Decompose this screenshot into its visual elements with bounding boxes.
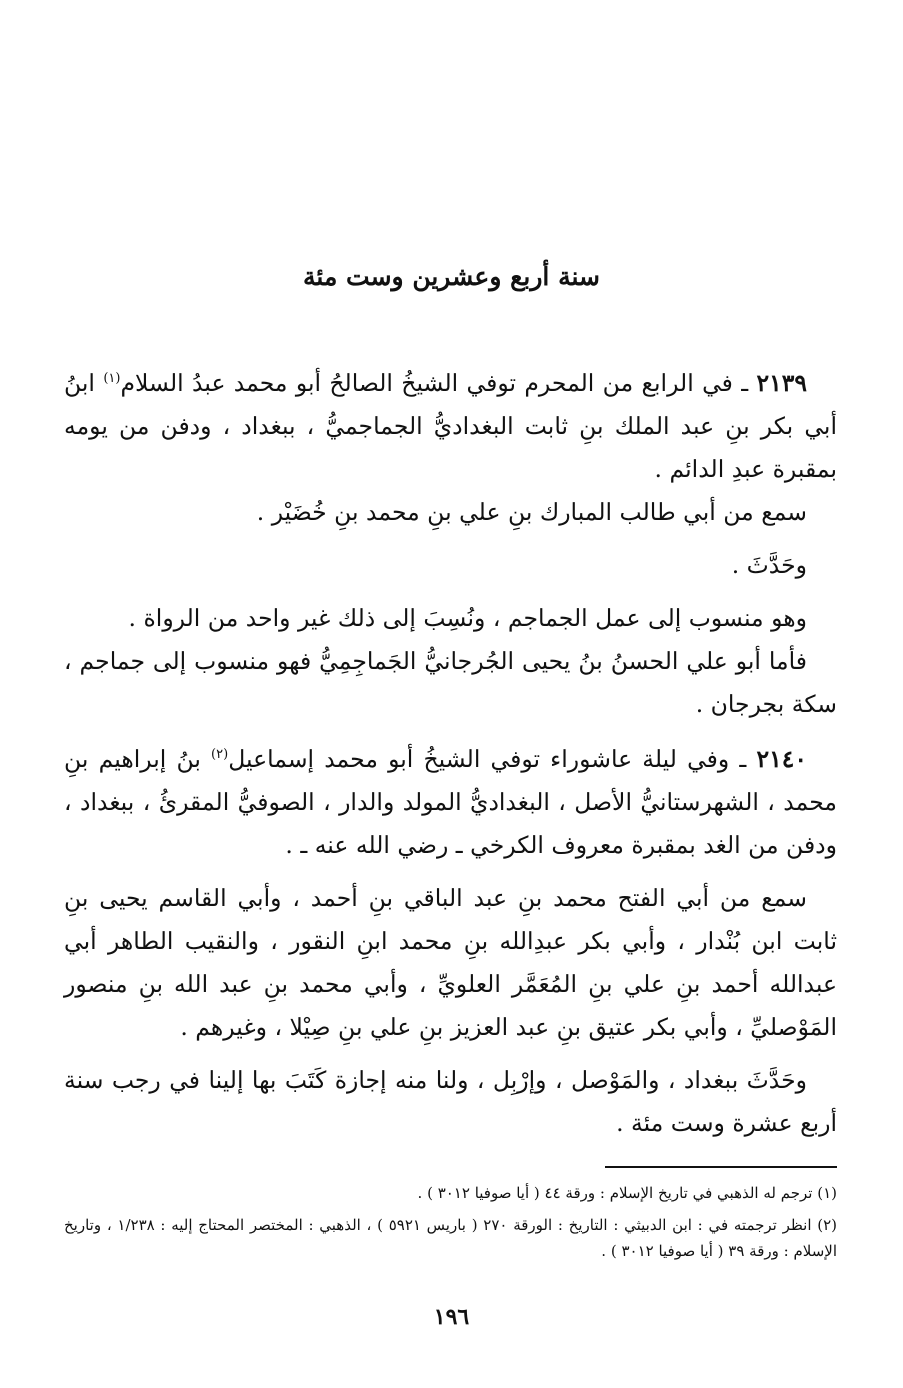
entry-paragraph: وحَدَّثَ .: [731, 551, 807, 579]
entry-opening-paragraph: [64, 362, 837, 491]
entry-number: ٢١٣٩: [756, 369, 807, 397]
entry-opening-text: ـ في الرابع من المحرم توفي الشيخُ الصالحُ أبو محمد عبدُ السلام: [120, 369, 749, 397]
footnote-reference: (١): [103, 371, 121, 387]
footnotes: [64, 1180, 837, 1270]
entry-continuation-text: ابنُ أبي بكر بنِ عبد الملك بنِ ثابت البغداديُّ الجماجميُّ ، ببغداد ، ودفن من يومه بمقبرة عبدِ الدائم .: [64, 369, 837, 483]
footnote-1: (١) ترجم له الذهبي في تاريخ الإسلام : ورقة ٤٤ ( أيا صوفيا ٣٠١٢ ) .: [417, 1184, 837, 1202]
entry-paragraph: سمع من أبي طالب المبارك بنِ علي بنِ محمد بنِ خُضَيْر .: [256, 498, 807, 526]
entry-paragraph: فأما أبو علي الحسنُ بنُ يحيى الجُرجانيُّ الجَماجِمِيُّ فهو منسوب إلى جماجم ، سكة بجرجان .: [64, 647, 837, 718]
entry-2140: [64, 738, 837, 1145]
footnote-reference: (٢): [211, 747, 229, 763]
main-text: [64, 362, 837, 1157]
footnote-2: (٢) انظر ترجمته في : ابن الدبيثي : التاريخ : الورقة ٢٧٠ ( باريس ٥٩٢١ ) ، الذهبي : المختصر المحتاج إليه : ١/٢٣٨ ، وتاريخ الإسلام : ورقة ٣٩ ( أيا صوفيا ٣٠١٢ ) .: [64, 1216, 837, 1260]
entry-paragraph: وهو منسوب إلى عمل الجماجم ، ونُسِبَ إلى ذلك غير واحد من الرواة .: [128, 604, 807, 632]
footnote-separator: [605, 1166, 837, 1168]
entry-paragraph: سمع من أبي الفتح محمد بنِ عبد الباقي بنِ أحمد ، وأبي القاسم يحيى بنِ ثابت ابن بُنْدار ، وأبي بكر عبدِالله بنِ محمد ابنِ النقور ، والنقيب الطاهر أبي عبدالله أحمد بنِ علي بنِ المُعَمَّر العلويِّ ، وأبي محمد بنِ عبد الله بنِ منصور المَوْصليِّ ، وأبي بكر عتيق بنِ عبد العزيز بنِ علي بنِ صِيْلا ، وغيرهم .: [64, 884, 837, 1041]
entry-continuation-text: بنُ إبراهيم بنِ محمد ، الشهرستانيُّ الأصل ، البغداديُّ المولد والدار ، الصوفيُّ المقرئُ ، ببغداد ، ودفن من الغد بمقبرة معروف الكرخي ـ رضي الله عنه ـ .: [64, 745, 837, 859]
entry-paragraph: وحَدَّثَ ببغداد ، والمَوْصل ، وإرْبِل ، ولنا منه إجازة كَتَبَ بها إلينا في رجب سنة أربع عشرة وست مئة .: [64, 1066, 837, 1137]
page-number: ١٩٦: [433, 1304, 470, 1330]
entry-number: ٢١٤٠: [756, 745, 807, 773]
entry-opening-paragraph: [64, 738, 837, 867]
entry-opening-text: ـ وفي ليلة عاشوراء توفي الشيخُ أبو محمد إسماعيل: [228, 745, 747, 773]
entry-2139: [64, 362, 837, 726]
section-heading: سنة أربع وعشرين وست مئة: [303, 262, 600, 291]
